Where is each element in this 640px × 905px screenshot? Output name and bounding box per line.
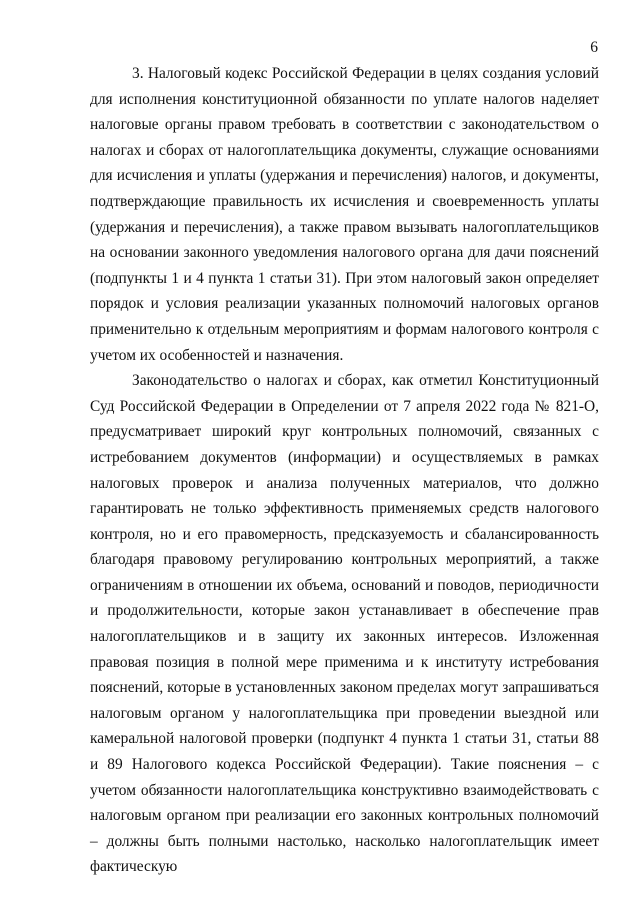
page-number: 6: [590, 39, 598, 56]
paragraph-3-tax-code: 3. Налоговый кодекс Российской Федерации в целях создания условий для исполнения конституционной обязанности по уплате налогов наделяет налоговые органы правом требовать в соответствии с законодательством о налогах и сборах от налогоплательщика документы, служащие основаниями для исчисления и уплаты (удержания и перечисления) налогов, и документы, подтверждающие правильность их исчисления и своевременность уплаты (удержания и перечисления), а также правом вызывать налогоплательщиков на основании законного уведомления налогового органа для дачи пояснений (подпункты 1 и 4 пункта 1 статьи 31). При этом налоговый закон определяет порядок и условия реализации указанных полномочий налоговых органов применительно к отдельным мероприятиям и формам налогового контроля с учетом их особенностей и назначения.: [90, 65, 599, 364]
document-body: [90, 61, 599, 880]
paragraph-tax-legislation: Законодательство о налогах и сборах, как отметил Конституционный Суд Российской Федерации в Определении от 7 апреля 2022 года № 821-О, предусматривает широкий круг контрольных полномочий, связанных с истребованием документов (информации) и осуществляемых в рамках налоговых проверок и анализа полученных материалов, что должно гарантировать не только эффективность применяемых средств налогового контроля, но и его правомерность, предсказуемость и сбалансированность благодаря правовому регулированию контрольных мероприятий, а также ограничениям в отношении их объема, оснований и поводов, периодичности и продолжительности, которые закон устанавливает в обеспечение прав налогоплательщиков и в защиту их законных интересов. Изложенная правовая позиция в полной мере применима и к институту истребования пояснений, которые в установленных законом пределах могут запрашиваться налоговым органом у налогоплательщика при проведении выездной или камеральной налоговой проверки (подпункт 4 пункта 1 статьи 31, статьи 88 и 89 Налогового кодекса Российской Федерации). Такие пояснения – с учетом обязанности налогоплательщика конструктивно взаимодействовать с налоговым органом при реализации его законных контрольных полномочий – должны быть полными настолько, насколько налогоплательщик имеет фактическую: [90, 372, 599, 876]
